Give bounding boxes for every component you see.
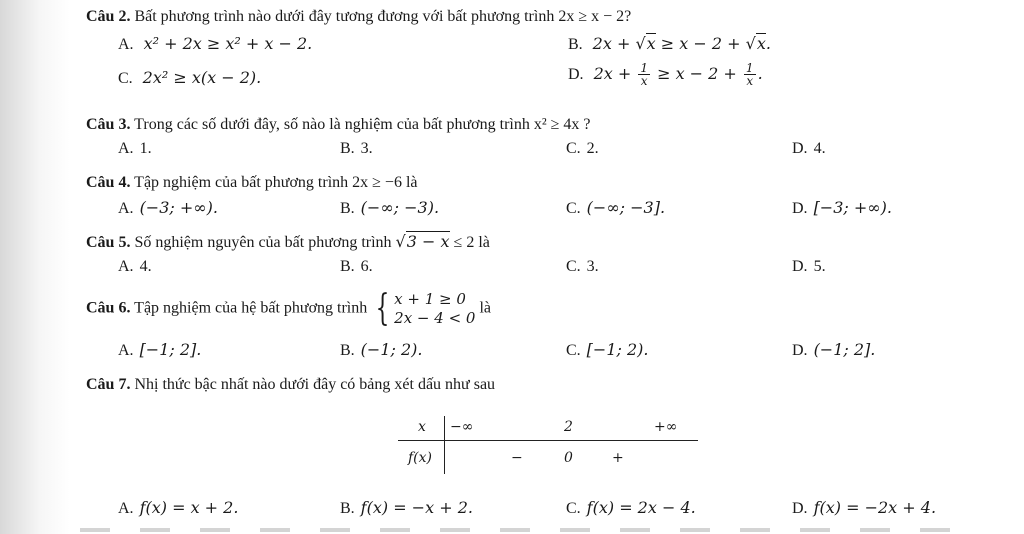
q2-option-b-sqrt1: x	[646, 34, 656, 53]
sign-table-horizontal-rule	[398, 440, 698, 441]
question-5-text-post: ≤ 2 là	[449, 234, 490, 251]
q5-option-b[interactable]	[340, 258, 373, 276]
q4-option-d[interactable]	[792, 198, 892, 218]
sign-table-sign-left: −	[511, 450, 523, 466]
q4-option-b-expr: (−∞; −3).	[360, 198, 440, 217]
question-2-number: Câu 2.	[86, 8, 131, 25]
q2-option-b-pre: 2x +	[592, 34, 636, 53]
sign-table-x-neg-inf: −∞	[450, 419, 474, 435]
q2-option-d-mid: ≥ x − 2 +	[651, 64, 742, 83]
q7-option-c-label: C.	[566, 500, 581, 517]
sign-table-x-label: x	[418, 419, 426, 435]
q4-option-d-expr: [−3; +∞).	[813, 198, 892, 217]
q3-option-a-label: A.	[118, 140, 134, 157]
q6-option-d-expr: (−1; 2].	[813, 340, 876, 359]
q2-option-b-sqrt2: x	[756, 34, 766, 53]
q5-option-b-expr: 6.	[360, 258, 373, 275]
q7-option-d-label: D.	[792, 500, 808, 517]
question-6-system-line-1: x + 1 ≥ 0	[394, 290, 466, 308]
q3-option-a-expr: 1.	[139, 140, 152, 157]
sign-table-x-pos-inf: +∞	[654, 419, 678, 435]
q3-option-c-expr: 2.	[586, 140, 599, 157]
q3-option-d[interactable]	[792, 140, 826, 158]
question-7	[86, 376, 495, 394]
q5-option-a-label: A.	[118, 258, 134, 275]
q2-option-d-pre: 2x +	[593, 64, 637, 83]
q7-option-c-expr: f(x) = 2x − 4.	[586, 498, 696, 517]
question-6-text-post: là	[479, 299, 492, 317]
question-4	[86, 174, 418, 192]
q4-option-c-label: C.	[566, 200, 581, 217]
q2-option-b-mid: ≥ x − 2 +	[655, 34, 746, 53]
q2-option-c-expr: 2x² ≥ x(x − 2).	[142, 68, 262, 87]
q6-option-c[interactable]	[566, 340, 648, 360]
question-6-number: Câu 6.	[86, 299, 131, 317]
q2-option-a[interactable]	[118, 34, 312, 54]
q4-option-b-label: B.	[340, 200, 355, 217]
q5-option-b-label: B.	[340, 258, 355, 275]
q6-option-d[interactable]	[792, 340, 875, 360]
q6-option-b[interactable]	[340, 340, 422, 360]
q2-option-b-post: .	[765, 34, 771, 53]
q4-option-c-expr: (−∞; −3].	[586, 198, 666, 217]
cut-off-next-line	[80, 528, 980, 532]
q3-option-d-label: D.	[792, 140, 808, 157]
question-6-system-line-2: 2x − 4 < 0	[394, 309, 476, 327]
q7-option-b[interactable]	[340, 498, 473, 518]
question-5-sqrt: 3 − x	[406, 232, 450, 251]
q4-option-b[interactable]	[340, 198, 439, 218]
q7-option-b-label: B.	[340, 500, 355, 517]
q7-option-d[interactable]	[792, 498, 936, 518]
q5-option-c[interactable]	[566, 258, 599, 276]
sign-table-sign-right: +	[612, 450, 624, 466]
q2-option-a-expr: x² + 2x ≥ x² + x − 2.	[143, 34, 313, 53]
q2-option-d-frac1: $\frac{1}{x}$	[640, 61, 648, 88]
q7-option-a-label: A.	[118, 500, 134, 517]
q7-option-a-expr: f(x) = x + 2.	[139, 498, 239, 517]
q3-option-d-expr: 4.	[813, 140, 826, 157]
q7-option-c[interactable]	[566, 498, 696, 518]
q5-option-a-expr: 4.	[139, 258, 152, 275]
question-7-number: Câu 7.	[86, 376, 131, 393]
q2-option-a-label: A.	[118, 36, 134, 53]
q6-option-b-expr: (−1; 2).	[360, 340, 423, 359]
question-2-text: Bất phương trình nào dưới đây tương đương với bất phương trình 2x ≥ x − 2?	[134, 8, 632, 25]
sign-table-x-root: 2	[564, 419, 573, 435]
q7-option-b-expr: f(x) = −x + 2.	[360, 498, 473, 517]
q4-option-a[interactable]	[118, 198, 218, 218]
q6-option-a[interactable]	[118, 340, 201, 360]
q4-option-a-expr: (−3; +∞).	[139, 198, 218, 217]
q5-option-d[interactable]	[792, 258, 826, 276]
question-7-text: Nhị thức bậc nhất nào dưới đây có bảng xét dấu như sau	[134, 376, 496, 393]
question-3	[86, 116, 591, 134]
q6-option-c-expr: [−1; 2).	[586, 340, 649, 359]
question-6-text-pre: Tập nghiệm của hệ bất phương trình	[134, 299, 372, 317]
q7-option-d-expr: f(x) = −2x + 4.	[813, 498, 937, 517]
q5-option-d-label: D.	[792, 258, 808, 275]
q7-option-a[interactable]	[118, 498, 238, 518]
question-6-system	[371, 290, 475, 328]
question-6	[86, 290, 491, 328]
sign-table-sign-zero: 0	[564, 450, 573, 466]
question-5: Câu 5. Số nghiệm nguyên của bất phương trình √3 − x ≤ 2 là	[86, 232, 490, 251]
q3-option-b[interactable]	[340, 140, 373, 158]
q2-option-d-frac2: $\frac{1}{x}$	[745, 61, 754, 88]
q2-option-b-label: B.	[568, 36, 583, 53]
q2-option-d-label: D.	[568, 66, 584, 83]
sign-table	[398, 416, 698, 474]
q6-option-c-label: C.	[566, 342, 581, 359]
q5-option-d-expr: 5.	[813, 258, 826, 275]
q5-option-a[interactable]	[118, 258, 152, 276]
q6-option-a-expr: [−1; 2].	[139, 340, 202, 359]
question-5-number: Câu 5.	[86, 234, 131, 251]
q3-option-b-label: B.	[340, 140, 355, 157]
q3-option-c-label: C.	[566, 140, 581, 157]
q6-option-a-label: A.	[118, 342, 134, 359]
sign-table-vertical-rule	[444, 416, 445, 474]
q5-option-c-expr: 3.	[586, 258, 599, 275]
q2-option-d-post: .	[757, 64, 763, 83]
q6-option-b-label: B.	[340, 342, 355, 359]
brace-icon: {	[375, 288, 390, 329]
q4-option-c[interactable]	[566, 198, 665, 218]
q5-option-c-label: C.	[566, 258, 581, 275]
question-2	[86, 8, 631, 26]
question-4-number: Câu 4.	[86, 174, 131, 191]
q6-option-d-label: D.	[792, 342, 808, 359]
q2-option-b[interactable]: B. 2x + √x ≥ x − 2 + √x.	[568, 34, 771, 53]
q2-option-c-label: C.	[118, 70, 133, 87]
question-4-text: Tập nghiệm của bất phương trình 2x ≥ −6 là	[134, 174, 418, 191]
q2-option-d[interactable]	[568, 62, 763, 87]
q3-option-b-expr: 3.	[360, 140, 373, 157]
q4-option-d-label: D.	[792, 200, 808, 217]
q4-option-a-label: A.	[118, 200, 134, 217]
q3-option-c[interactable]	[566, 140, 599, 158]
question-3-text: Trong các số dưới đây, số nào là nghiệm của bất phương trình x² ≥ 4x ?	[134, 116, 591, 133]
question-3-number: Câu 3.	[86, 116, 131, 133]
sign-table-fx-label: f(x)	[408, 450, 433, 466]
q3-option-a[interactable]	[118, 140, 152, 158]
question-5-text-pre: Số nghiệm nguyên của bất phương trình	[134, 234, 396, 251]
q2-option-c[interactable]	[118, 68, 261, 88]
